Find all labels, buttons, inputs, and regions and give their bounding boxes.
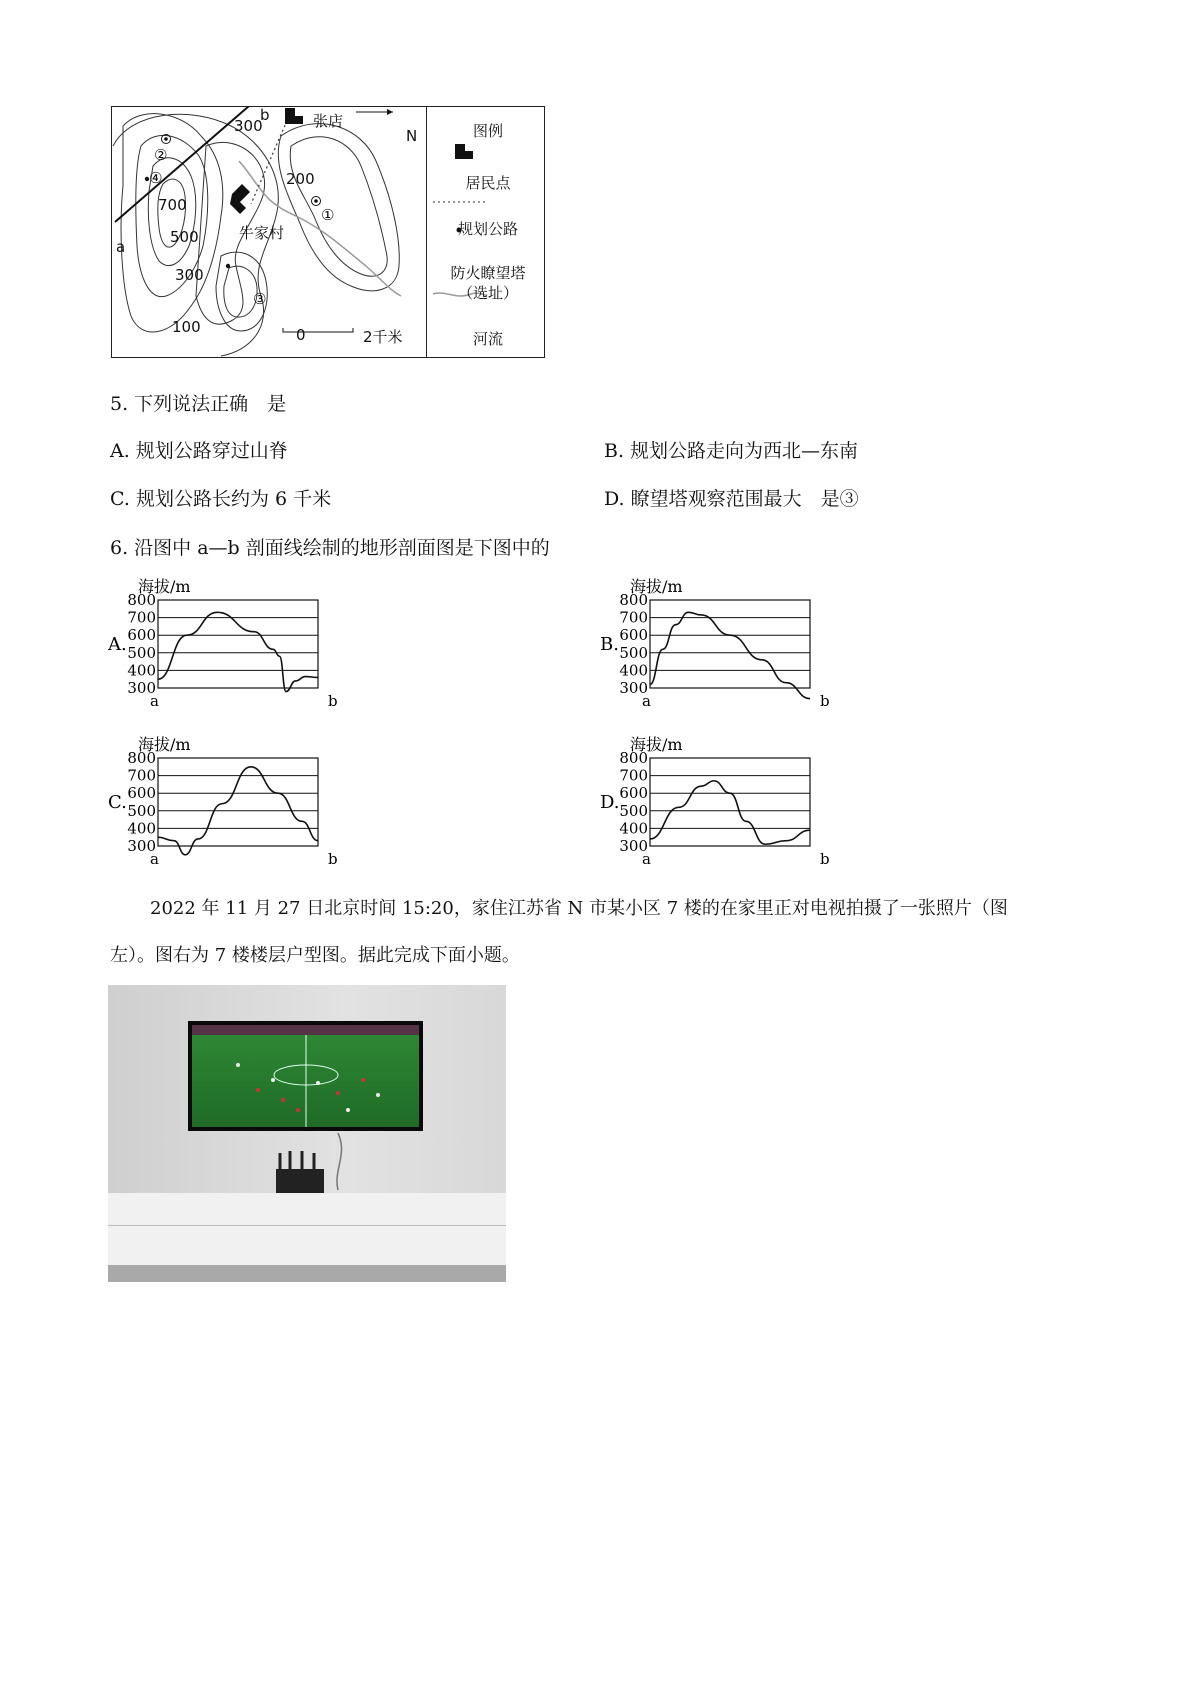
tower-label-3: ③: [253, 290, 267, 308]
tower-3-dot: [226, 264, 230, 268]
profile-chart-c: [108, 736, 368, 868]
place-zhangdian: 张店: [313, 112, 344, 130]
contour-label: 700: [158, 196, 187, 214]
profile-curve: [158, 612, 318, 691]
router: [276, 1169, 324, 1193]
profile-tick-label: 400: [127, 661, 156, 680]
profile-option-label: D.: [600, 792, 620, 813]
profile-option-label: C.: [108, 792, 127, 813]
legend-tower-label: 防火瞭望塔: [450, 264, 526, 282]
profile-end-b: b: [260, 106, 270, 124]
profile-end-b: b: [328, 692, 338, 710]
tv-room-photo: [108, 985, 506, 1282]
settlement-niujiacun-icon: [230, 184, 250, 214]
profile-frame: [158, 600, 318, 688]
profile-tick-label: 600: [127, 784, 156, 803]
profile-curve: [650, 781, 810, 844]
q5-stem: 5. 下列说法正确 是: [110, 393, 287, 415]
place-niujiacun: 牛家村: [239, 224, 285, 242]
profile-tick-label: 800: [619, 591, 648, 609]
contour-label: 300: [234, 117, 263, 135]
profile-chart-a: [108, 578, 368, 710]
stadium-stands: [192, 1025, 419, 1035]
tower-1-dot: [314, 199, 318, 203]
profile-tick-label: 300: [619, 679, 648, 697]
profile-end-b: b: [820, 850, 830, 868]
profile-tick-label: 800: [127, 591, 156, 609]
scale-distance: 2千米: [363, 328, 403, 346]
passage-line-2: 左）。图右为 7 楼楼层户型图。据此完成下面小题。: [110, 945, 520, 966]
tower-label-2: ②: [154, 146, 168, 164]
tv-room-photo-drawing: [108, 985, 506, 1282]
legend-settlement-icon: [455, 144, 473, 159]
profile-tick-label: 800: [127, 749, 156, 767]
north-label: N: [406, 127, 418, 145]
profile-tick-label: 500: [127, 643, 156, 662]
contour-line: [278, 124, 399, 291]
profile-tick-label: 400: [619, 661, 648, 680]
scale-bar: [283, 328, 353, 332]
q5-option-d: D. 瞭望塔观察范围最大 是③: [604, 488, 859, 510]
north-arrow-head-icon: [387, 109, 393, 115]
profile-ylabel: 海拔/m: [630, 578, 683, 596]
profile-end-a: a: [150, 692, 159, 710]
legend-tower-sublabel: （选址）: [457, 284, 518, 302]
legend-settlement-label: 居民点: [465, 174, 511, 192]
profile-tick-label: 300: [619, 837, 648, 855]
floor: [108, 1265, 506, 1282]
profile-ylabel: 海拔/m: [630, 736, 683, 754]
profile-frame: [650, 758, 810, 846]
q5-option-c: C. 规划公路长约为 6 千米: [110, 488, 332, 510]
profile-end-b: b: [820, 692, 830, 710]
legend-river-label: 河流: [472, 330, 503, 348]
profile-end-a: a: [642, 692, 651, 710]
profile-tick-label: 700: [619, 766, 648, 785]
profile-tick-label: 800: [619, 749, 648, 767]
profile-tick-label: 400: [127, 819, 156, 838]
profile-curve: [650, 612, 810, 698]
passage-line-1: 2022 年 11 月 27 日北京时间 15:20，家住江苏省 N 市某小区 7 楼的在家里正对电视拍摄了一张照片（图: [150, 898, 1008, 919]
profile-frame: [650, 600, 810, 688]
settlement-zhangdian-icon: [285, 108, 303, 124]
profile-end-b: b: [328, 850, 338, 868]
profile-tick-label: 700: [127, 608, 156, 627]
profile-ylabel: 海拔/m: [138, 736, 191, 754]
profile-tick-label: 600: [619, 626, 648, 645]
profile-tick-label: 500: [127, 801, 156, 820]
q6-stem: 6. 沿图中 a—b 剖面线绘制的地形剖面图是下图中的: [110, 537, 550, 559]
q5-option-a: A. 规划公路穿过山脊: [110, 440, 288, 462]
tower-label-1: ①: [321, 206, 335, 224]
profile-chart-b: [600, 578, 860, 710]
profile-end-a: a: [642, 850, 651, 868]
contour-line: [290, 137, 387, 276]
profile-tick-label: 700: [127, 766, 156, 785]
profile-tick-label: 300: [127, 679, 156, 697]
legend-road-label: 规划公路: [457, 220, 518, 238]
profile-tick-label: 500: [619, 801, 648, 820]
profile-chart-d: [600, 736, 860, 868]
tower-label-4: ④: [149, 169, 163, 187]
profile-tick-label: 500: [619, 643, 648, 662]
profile-tick-label: 600: [619, 784, 648, 803]
tower-2-dot: [164, 137, 168, 141]
profile-tick-label: 700: [619, 608, 648, 627]
profile-end-a: a: [150, 850, 159, 868]
profile-frame: [158, 758, 318, 846]
profile-tick-label: 600: [127, 626, 156, 645]
contour-label: 300: [175, 266, 204, 284]
profile-tick-label: 400: [619, 819, 648, 838]
scale-zero: 0: [296, 326, 306, 344]
legend-title: 图例: [472, 122, 503, 140]
cabinet-edge: [108, 1225, 506, 1226]
contour-label: 100: [172, 318, 201, 336]
profile-option-label: B.: [600, 634, 619, 655]
profile-option-label: A.: [108, 634, 127, 655]
profile-tick-label: 300: [127, 837, 156, 855]
contour-label: 500: [170, 228, 199, 246]
contour-label: 200: [286, 170, 315, 188]
q5-option-b: B. 规划公路走向为西北—东南: [604, 440, 859, 462]
profile-end-a: a: [116, 238, 126, 256]
profile-ylabel: 海拔/m: [138, 578, 191, 596]
